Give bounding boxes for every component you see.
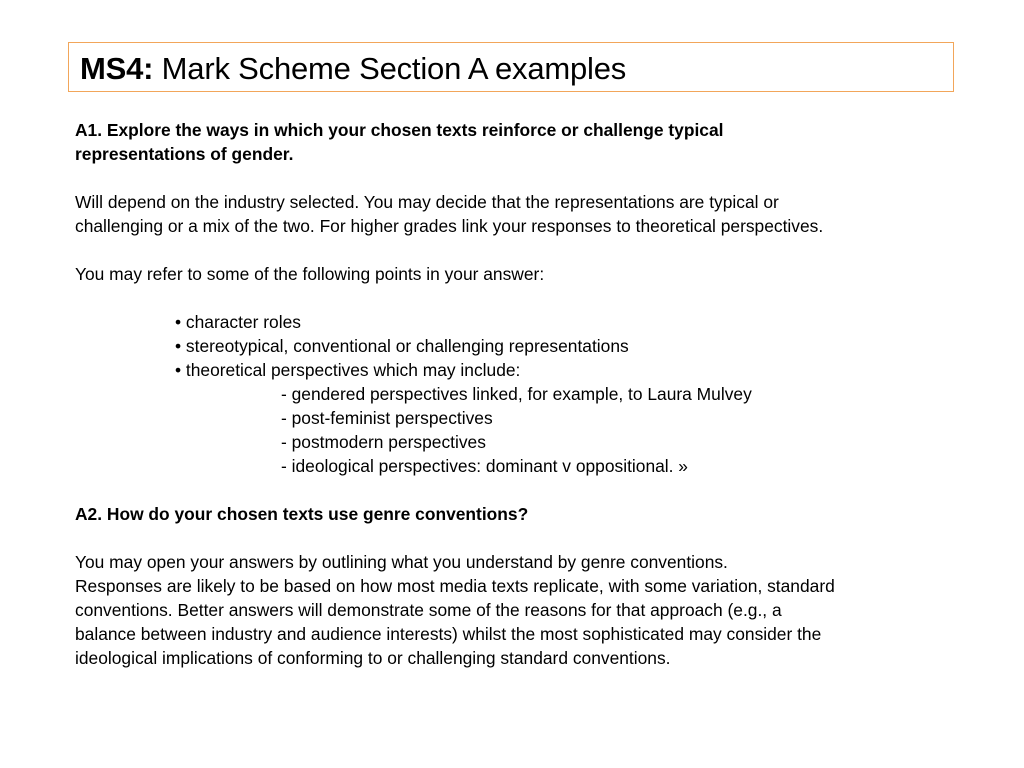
q2-paragraph-line-4: balance between industry and audience interests) whilst the most sophisticated may consider the: [75, 624, 822, 644]
q2-paragraph-line-3: conventions. Better answers will demonstrate some of the reasons for that approach (e.g., a: [75, 600, 782, 620]
bullet-item: • character roles: [175, 312, 301, 332]
title-box: [68, 42, 954, 92]
page-title: [80, 51, 626, 87]
bullet-item: • stereotypical, conventional or challenging representations: [175, 336, 629, 356]
q1-heading-line-1: A1. Explore the ways in which your chosen texts reinforce or challenge typical: [75, 120, 724, 140]
q1-paragraph-line-2: challenging or a mix of the two. For higher grades link your responses to theoretical perspectives.: [75, 216, 824, 236]
bullet-item: • theoretical perspectives which may include:: [175, 360, 521, 380]
q2-paragraph-line-5: ideological implications of conforming to or challenging standard conventions.: [75, 648, 671, 668]
title-prefix: MS4:: [80, 51, 154, 86]
q1-heading-line-2: representations of gender.: [75, 144, 294, 164]
sub-point: - post-feminist perspectives: [281, 408, 493, 428]
sub-point: - postmodern perspectives: [281, 432, 486, 452]
q2-paragraph-line-1: You may open your answers by outlining what you understand by genre conventions.: [75, 552, 728, 572]
q1-paragraph-line-1: Will depend on the industry selected. You may decide that the representations are typical or: [75, 192, 779, 212]
sub-point: - ideological perspectives: dominant v oppositional. »: [281, 456, 688, 476]
sub-point: - gendered perspectives linked, for example, to Laura Mulvey: [281, 384, 752, 404]
title-text: Mark Scheme Section A examples: [153, 51, 627, 86]
q1-intro: You may refer to some of the following points in your answer:: [75, 264, 545, 284]
q2-paragraph-line-2: Responses are likely to be based on how most media texts replicate, with some variation, standard: [75, 576, 835, 596]
content: [75, 118, 955, 670]
q2-heading: A2. How do your chosen texts use genre conventions?: [75, 504, 529, 524]
